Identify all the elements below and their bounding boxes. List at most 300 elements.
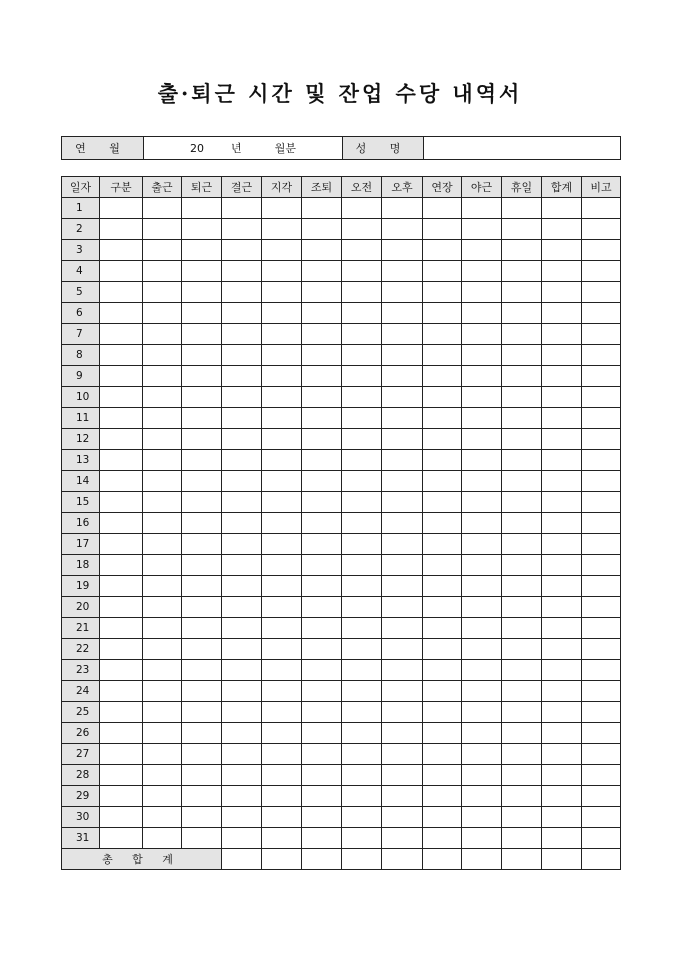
entry-cell[interactable] xyxy=(462,828,502,849)
entry-cell[interactable] xyxy=(542,702,582,723)
entry-cell[interactable] xyxy=(302,198,342,219)
entry-cell[interactable] xyxy=(100,639,143,660)
entry-cell[interactable] xyxy=(582,324,621,345)
entry-cell[interactable] xyxy=(302,450,342,471)
entry-cell[interactable] xyxy=(462,282,502,303)
entry-cell[interactable] xyxy=(100,597,143,618)
entry-cell[interactable] xyxy=(462,429,502,450)
entry-cell[interactable] xyxy=(222,828,262,849)
entry-cell[interactable] xyxy=(262,513,302,534)
entry-cell[interactable] xyxy=(342,723,382,744)
entry-cell[interactable] xyxy=(342,408,382,429)
entry-cell[interactable] xyxy=(423,408,462,429)
entry-cell[interactable] xyxy=(342,765,382,786)
entry-cell[interactable] xyxy=(143,828,182,849)
entry-cell[interactable] xyxy=(462,618,502,639)
entry-cell[interactable] xyxy=(143,219,182,240)
entry-cell[interactable] xyxy=(302,324,342,345)
entry-cell[interactable] xyxy=(182,597,222,618)
entry-cell[interactable] xyxy=(502,387,542,408)
entry-cell[interactable] xyxy=(423,660,462,681)
entry-cell[interactable] xyxy=(582,408,621,429)
entry-cell[interactable] xyxy=(143,303,182,324)
entry-cell[interactable] xyxy=(502,534,542,555)
entry-cell[interactable] xyxy=(382,513,423,534)
entry-cell[interactable] xyxy=(262,324,302,345)
entry-cell[interactable] xyxy=(542,429,582,450)
entry-cell[interactable] xyxy=(302,387,342,408)
entry-cell[interactable] xyxy=(302,828,342,849)
entry-cell[interactable] xyxy=(462,408,502,429)
entry-cell[interactable] xyxy=(143,597,182,618)
entry-cell[interactable] xyxy=(302,240,342,261)
entry-cell[interactable] xyxy=(462,198,502,219)
entry-cell[interactable] xyxy=(182,681,222,702)
entry-cell[interactable] xyxy=(462,786,502,807)
entry-cell[interactable] xyxy=(100,765,143,786)
entry-cell[interactable] xyxy=(542,387,582,408)
entry-cell[interactable] xyxy=(423,702,462,723)
entry-cell[interactable] xyxy=(382,261,423,282)
entry-cell[interactable] xyxy=(502,723,542,744)
entry-cell[interactable] xyxy=(502,492,542,513)
entry-cell[interactable] xyxy=(542,828,582,849)
entry-cell[interactable] xyxy=(262,261,302,282)
entry-cell[interactable] xyxy=(182,723,222,744)
entry-cell[interactable] xyxy=(302,786,342,807)
entry-cell[interactable] xyxy=(222,513,262,534)
entry-cell[interactable] xyxy=(262,429,302,450)
entry-cell[interactable] xyxy=(502,282,542,303)
entry-cell[interactable] xyxy=(462,534,502,555)
entry-cell[interactable] xyxy=(502,660,542,681)
entry-cell[interactable] xyxy=(302,366,342,387)
entry-cell[interactable] xyxy=(262,408,302,429)
entry-cell[interactable] xyxy=(302,618,342,639)
entry-cell[interactable] xyxy=(382,534,423,555)
entry-cell[interactable] xyxy=(182,555,222,576)
entry-cell[interactable] xyxy=(423,828,462,849)
entry-cell[interactable] xyxy=(302,513,342,534)
entry-cell[interactable] xyxy=(382,240,423,261)
entry-cell[interactable] xyxy=(302,219,342,240)
entry-cell[interactable] xyxy=(423,681,462,702)
entry-cell[interactable] xyxy=(542,786,582,807)
entry-cell[interactable] xyxy=(342,702,382,723)
entry-cell[interactable] xyxy=(262,681,302,702)
entry-cell[interactable] xyxy=(222,744,262,765)
entry-cell[interactable] xyxy=(462,303,502,324)
entry-cell[interactable] xyxy=(182,786,222,807)
entry-cell[interactable] xyxy=(182,513,222,534)
entry-cell[interactable] xyxy=(222,639,262,660)
entry-cell[interactable] xyxy=(143,492,182,513)
entry-cell[interactable] xyxy=(582,786,621,807)
entry-cell[interactable] xyxy=(582,765,621,786)
entry-cell[interactable] xyxy=(222,303,262,324)
entry-cell[interactable] xyxy=(462,765,502,786)
entry-cell[interactable] xyxy=(100,471,143,492)
year-month-field[interactable] xyxy=(144,137,343,160)
entry-cell[interactable] xyxy=(182,534,222,555)
entry-cell[interactable] xyxy=(502,828,542,849)
entry-cell[interactable] xyxy=(502,576,542,597)
entry-cell[interactable] xyxy=(143,387,182,408)
entry-cell[interactable] xyxy=(100,744,143,765)
entry-cell[interactable] xyxy=(462,660,502,681)
entry-cell[interactable] xyxy=(582,240,621,261)
entry-cell[interactable] xyxy=(182,639,222,660)
entry-cell[interactable] xyxy=(582,345,621,366)
entry-cell[interactable] xyxy=(143,765,182,786)
entry-cell[interactable] xyxy=(222,786,262,807)
entry-cell[interactable] xyxy=(100,450,143,471)
entry-cell[interactable] xyxy=(143,534,182,555)
entry-cell[interactable] xyxy=(423,303,462,324)
entry-cell[interactable] xyxy=(382,723,423,744)
entry-cell[interactable] xyxy=(382,765,423,786)
entry-cell[interactable] xyxy=(542,303,582,324)
entry-cell[interactable] xyxy=(222,387,262,408)
entry-cell[interactable] xyxy=(423,807,462,828)
entry-cell[interactable] xyxy=(342,513,382,534)
entry-cell[interactable] xyxy=(143,681,182,702)
entry-cell[interactable] xyxy=(302,261,342,282)
entry-cell[interactable] xyxy=(582,219,621,240)
entry-cell[interactable] xyxy=(100,366,143,387)
name-field[interactable] xyxy=(424,137,621,160)
entry-cell[interactable] xyxy=(462,576,502,597)
entry-cell[interactable] xyxy=(182,471,222,492)
entry-cell[interactable] xyxy=(302,744,342,765)
entry-cell[interactable] xyxy=(582,807,621,828)
entry-cell[interactable] xyxy=(342,828,382,849)
entry-cell[interactable] xyxy=(182,450,222,471)
entry-cell[interactable] xyxy=(100,303,143,324)
entry-cell[interactable] xyxy=(143,282,182,303)
entry-cell[interactable] xyxy=(182,492,222,513)
entry-cell[interactable] xyxy=(100,660,143,681)
entry-cell[interactable] xyxy=(502,198,542,219)
entry-cell[interactable] xyxy=(382,324,423,345)
entry-cell[interactable] xyxy=(222,450,262,471)
entry-cell[interactable] xyxy=(342,324,382,345)
entry-cell[interactable] xyxy=(222,282,262,303)
entry-cell[interactable] xyxy=(302,597,342,618)
total-cell[interactable] xyxy=(582,849,621,870)
entry-cell[interactable] xyxy=(542,450,582,471)
entry-cell[interactable] xyxy=(222,219,262,240)
entry-cell[interactable] xyxy=(182,744,222,765)
entry-cell[interactable] xyxy=(382,198,423,219)
entry-cell[interactable] xyxy=(100,261,143,282)
entry-cell[interactable] xyxy=(502,702,542,723)
entry-cell[interactable] xyxy=(542,744,582,765)
entry-cell[interactable] xyxy=(302,429,342,450)
entry-cell[interactable] xyxy=(502,219,542,240)
entry-cell[interactable] xyxy=(462,261,502,282)
entry-cell[interactable] xyxy=(182,240,222,261)
entry-cell[interactable] xyxy=(582,198,621,219)
entry-cell[interactable] xyxy=(462,744,502,765)
entry-cell[interactable] xyxy=(262,744,302,765)
entry-cell[interactable] xyxy=(100,534,143,555)
entry-cell[interactable] xyxy=(462,471,502,492)
entry-cell[interactable] xyxy=(542,555,582,576)
entry-cell[interactable] xyxy=(462,450,502,471)
entry-cell[interactable] xyxy=(502,807,542,828)
entry-cell[interactable] xyxy=(143,408,182,429)
entry-cell[interactable] xyxy=(423,450,462,471)
total-cell[interactable] xyxy=(262,849,302,870)
entry-cell[interactable] xyxy=(302,492,342,513)
entry-cell[interactable] xyxy=(582,534,621,555)
entry-cell[interactable] xyxy=(542,723,582,744)
entry-cell[interactable] xyxy=(423,492,462,513)
entry-cell[interactable] xyxy=(423,765,462,786)
entry-cell[interactable] xyxy=(143,555,182,576)
entry-cell[interactable] xyxy=(262,555,302,576)
entry-cell[interactable] xyxy=(222,765,262,786)
entry-cell[interactable] xyxy=(542,618,582,639)
entry-cell[interactable] xyxy=(342,576,382,597)
entry-cell[interactable] xyxy=(502,786,542,807)
entry-cell[interactable] xyxy=(222,240,262,261)
entry-cell[interactable] xyxy=(582,597,621,618)
entry-cell[interactable] xyxy=(143,345,182,366)
entry-cell[interactable] xyxy=(542,198,582,219)
entry-cell[interactable] xyxy=(143,660,182,681)
entry-cell[interactable] xyxy=(302,303,342,324)
entry-cell[interactable] xyxy=(502,240,542,261)
entry-cell[interactable] xyxy=(100,702,143,723)
entry-cell[interactable] xyxy=(182,702,222,723)
entry-cell[interactable] xyxy=(222,408,262,429)
entry-cell[interactable] xyxy=(222,261,262,282)
entry-cell[interactable] xyxy=(222,807,262,828)
entry-cell[interactable] xyxy=(382,702,423,723)
entry-cell[interactable] xyxy=(182,282,222,303)
total-cell[interactable] xyxy=(382,849,423,870)
entry-cell[interactable] xyxy=(423,534,462,555)
entry-cell[interactable] xyxy=(582,513,621,534)
entry-cell[interactable] xyxy=(582,387,621,408)
entry-cell[interactable] xyxy=(262,303,302,324)
entry-cell[interactable] xyxy=(382,576,423,597)
entry-cell[interactable] xyxy=(462,639,502,660)
entry-cell[interactable] xyxy=(582,282,621,303)
entry-cell[interactable] xyxy=(143,429,182,450)
entry-cell[interactable] xyxy=(502,366,542,387)
entry-cell[interactable] xyxy=(182,576,222,597)
entry-cell[interactable] xyxy=(423,744,462,765)
total-cell[interactable] xyxy=(542,849,582,870)
entry-cell[interactable] xyxy=(262,450,302,471)
entry-cell[interactable] xyxy=(423,618,462,639)
entry-cell[interactable] xyxy=(100,828,143,849)
entry-cell[interactable] xyxy=(182,618,222,639)
entry-cell[interactable] xyxy=(262,534,302,555)
entry-cell[interactable] xyxy=(222,660,262,681)
entry-cell[interactable] xyxy=(542,261,582,282)
entry-cell[interactable] xyxy=(542,408,582,429)
entry-cell[interactable] xyxy=(222,618,262,639)
entry-cell[interactable] xyxy=(262,660,302,681)
entry-cell[interactable] xyxy=(182,429,222,450)
entry-cell[interactable] xyxy=(100,219,143,240)
entry-cell[interactable] xyxy=(342,492,382,513)
entry-cell[interactable] xyxy=(382,219,423,240)
entry-cell[interactable] xyxy=(222,723,262,744)
entry-cell[interactable] xyxy=(582,660,621,681)
entry-cell[interactable] xyxy=(382,807,423,828)
entry-cell[interactable] xyxy=(423,555,462,576)
entry-cell[interactable] xyxy=(462,513,502,534)
entry-cell[interactable] xyxy=(542,324,582,345)
entry-cell[interactable] xyxy=(100,345,143,366)
entry-cell[interactable] xyxy=(100,807,143,828)
entry-cell[interactable] xyxy=(382,681,423,702)
entry-cell[interactable] xyxy=(542,240,582,261)
entry-cell[interactable] xyxy=(222,597,262,618)
entry-cell[interactable] xyxy=(182,366,222,387)
entry-cell[interactable] xyxy=(382,828,423,849)
entry-cell[interactable] xyxy=(542,471,582,492)
entry-cell[interactable] xyxy=(423,219,462,240)
entry-cell[interactable] xyxy=(542,282,582,303)
entry-cell[interactable] xyxy=(582,366,621,387)
entry-cell[interactable] xyxy=(423,639,462,660)
entry-cell[interactable] xyxy=(342,597,382,618)
entry-cell[interactable] xyxy=(143,471,182,492)
entry-cell[interactable] xyxy=(262,345,302,366)
entry-cell[interactable] xyxy=(382,639,423,660)
entry-cell[interactable] xyxy=(423,597,462,618)
entry-cell[interactable] xyxy=(182,345,222,366)
entry-cell[interactable] xyxy=(222,555,262,576)
entry-cell[interactable] xyxy=(100,681,143,702)
entry-cell[interactable] xyxy=(262,282,302,303)
entry-cell[interactable] xyxy=(222,534,262,555)
entry-cell[interactable] xyxy=(182,198,222,219)
entry-cell[interactable] xyxy=(342,198,382,219)
entry-cell[interactable] xyxy=(502,303,542,324)
entry-cell[interactable] xyxy=(342,660,382,681)
entry-cell[interactable] xyxy=(262,723,302,744)
entry-cell[interactable] xyxy=(382,618,423,639)
entry-cell[interactable] xyxy=(222,576,262,597)
entry-cell[interactable] xyxy=(262,387,302,408)
entry-cell[interactable] xyxy=(222,324,262,345)
entry-cell[interactable] xyxy=(143,513,182,534)
entry-cell[interactable] xyxy=(462,324,502,345)
entry-cell[interactable] xyxy=(502,408,542,429)
entry-cell[interactable] xyxy=(182,303,222,324)
total-cell[interactable] xyxy=(462,849,502,870)
entry-cell[interactable] xyxy=(342,387,382,408)
entry-cell[interactable] xyxy=(542,639,582,660)
entry-cell[interactable] xyxy=(100,240,143,261)
entry-cell[interactable] xyxy=(423,723,462,744)
entry-cell[interactable] xyxy=(182,408,222,429)
entry-cell[interactable] xyxy=(423,513,462,534)
entry-cell[interactable] xyxy=(143,576,182,597)
entry-cell[interactable] xyxy=(143,786,182,807)
entry-cell[interactable] xyxy=(582,723,621,744)
entry-cell[interactable] xyxy=(502,513,542,534)
entry-cell[interactable] xyxy=(382,597,423,618)
entry-cell[interactable] xyxy=(423,576,462,597)
entry-cell[interactable] xyxy=(342,534,382,555)
entry-cell[interactable] xyxy=(462,702,502,723)
entry-cell[interactable] xyxy=(423,366,462,387)
entry-cell[interactable] xyxy=(100,429,143,450)
entry-cell[interactable] xyxy=(462,240,502,261)
entry-cell[interactable] xyxy=(502,324,542,345)
entry-cell[interactable] xyxy=(462,555,502,576)
entry-cell[interactable] xyxy=(462,492,502,513)
entry-cell[interactable] xyxy=(342,345,382,366)
entry-cell[interactable] xyxy=(542,366,582,387)
entry-cell[interactable] xyxy=(582,303,621,324)
entry-cell[interactable] xyxy=(342,450,382,471)
entry-cell[interactable] xyxy=(542,597,582,618)
entry-cell[interactable] xyxy=(423,387,462,408)
entry-cell[interactable] xyxy=(423,471,462,492)
entry-cell[interactable] xyxy=(462,219,502,240)
entry-cell[interactable] xyxy=(262,576,302,597)
entry-cell[interactable] xyxy=(382,429,423,450)
entry-cell[interactable] xyxy=(342,282,382,303)
entry-cell[interactable] xyxy=(100,408,143,429)
entry-cell[interactable] xyxy=(302,639,342,660)
entry-cell[interactable] xyxy=(582,450,621,471)
entry-cell[interactable] xyxy=(182,660,222,681)
entry-cell[interactable] xyxy=(262,198,302,219)
entry-cell[interactable] xyxy=(100,576,143,597)
entry-cell[interactable] xyxy=(302,765,342,786)
entry-cell[interactable] xyxy=(542,660,582,681)
entry-cell[interactable] xyxy=(143,702,182,723)
entry-cell[interactable] xyxy=(382,471,423,492)
entry-cell[interactable] xyxy=(582,639,621,660)
entry-cell[interactable] xyxy=(542,534,582,555)
entry-cell[interactable] xyxy=(382,345,423,366)
entry-cell[interactable] xyxy=(342,681,382,702)
entry-cell[interactable] xyxy=(182,387,222,408)
entry-cell[interactable] xyxy=(382,303,423,324)
entry-cell[interactable] xyxy=(582,555,621,576)
entry-cell[interactable] xyxy=(262,492,302,513)
entry-cell[interactable] xyxy=(342,366,382,387)
entry-cell[interactable] xyxy=(582,702,621,723)
entry-cell[interactable] xyxy=(182,219,222,240)
entry-cell[interactable] xyxy=(143,450,182,471)
entry-cell[interactable] xyxy=(382,744,423,765)
entry-cell[interactable] xyxy=(542,807,582,828)
entry-cell[interactable] xyxy=(302,681,342,702)
entry-cell[interactable] xyxy=(462,597,502,618)
entry-cell[interactable] xyxy=(302,534,342,555)
entry-cell[interactable] xyxy=(262,618,302,639)
entry-cell[interactable] xyxy=(143,618,182,639)
entry-cell[interactable] xyxy=(382,387,423,408)
entry-cell[interactable] xyxy=(342,471,382,492)
entry-cell[interactable] xyxy=(100,786,143,807)
entry-cell[interactable] xyxy=(382,555,423,576)
entry-cell[interactable] xyxy=(342,303,382,324)
entry-cell[interactable] xyxy=(262,219,302,240)
